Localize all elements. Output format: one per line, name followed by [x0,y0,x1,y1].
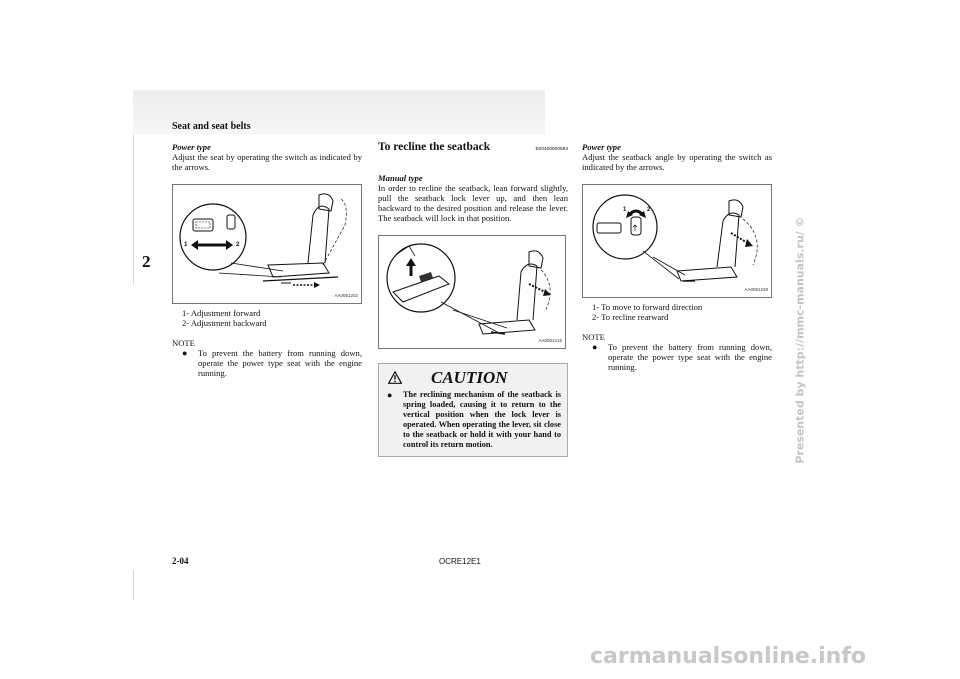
column-seat-power [172,142,362,378]
heading-text: To recline the seatback [378,141,491,153]
note-label: NOTE [582,332,605,342]
caution-header [379,364,567,390]
column-recline-manual [378,142,568,349]
caption-list [592,302,772,322]
bullet-icon: ● [182,348,188,358]
caution-item [379,390,567,450]
caution-text: The reclining mechanism of the seatback is spring loaded, causing it to return to the vertical position when the lock lever is operated. When operating the lever, sit close to the seatback or hold it with your hand to control its return motion. [403,390,561,449]
caption-item: 1- Adjustment forward [182,308,261,318]
note-label: NOTE [172,338,195,348]
caption-list [182,308,362,328]
page-number: 2-04 [172,556,189,566]
intro-text: In order to recline the seatback, lean forward slightly, pull the seatback lock lever up, and then lean backward to the desired position and release the lever. The seatback will lock in that position. [378,183,568,223]
figure-code: AA0051228 [744,287,768,292]
intro-text: Adjust the seatback angle by operating the switch as indicated by the arrows. [582,152,772,172]
subhead-power-type: Power type [172,142,211,152]
heading-code: E00400600593 [535,147,568,152]
figure-recline-switch [582,184,772,298]
caution-title: CAUTION [431,368,508,387]
bullet-icon: ● [592,342,598,352]
column-recline-power [582,142,772,372]
caption-item: 1- To move to forward direction [592,302,703,312]
recline-switch-illustration [583,185,771,297]
doc-code: OCRE12E1 [439,557,481,566]
figure-seat-slide [172,184,362,304]
side-rule [133,134,134,284]
intro-text: Adjust the seat by operating the switch as indicated by the arrows. [172,152,362,172]
subhead-manual-type: Manual type [378,173,423,183]
caution-box [378,363,568,457]
subhead-power-type: Power type [582,142,621,152]
corner-rule [133,570,134,600]
watermark-side [793,216,807,464]
warning-triangle-icon [388,371,402,384]
note-item [592,342,772,372]
watermark-bottom: carmanualsonline.info [590,644,866,669]
note-text: To prevent the battery from running down, operate the power type seat with the engine running. [198,348,362,378]
seat-slide-illustration [173,185,361,303]
caption-item: 2- Adjustment backward [182,318,267,328]
note-text: To prevent the battery from running down, operate the power type seat with the engine running. [608,342,772,372]
figure-code: AA0051202 [334,293,358,298]
watermark-side-text: Presented by http://mmc-manuals.ru/ © [793,216,807,464]
callout-2: 2 [236,242,240,248]
note-item [182,348,362,378]
callout-1: 1 [184,242,188,248]
caption-item: 2- To recline rearward [592,312,669,322]
section-title: Seat and seat belts [172,121,251,132]
heading-recline [378,142,568,155]
chapter-tab: 2 [142,252,151,271]
bullet-icon: ● [387,390,393,400]
callout-2: 2 [647,207,651,213]
figure-code: AA0051215 [538,338,562,343]
figure-recline-lever [378,235,566,349]
callout-1: 1 [623,207,627,213]
recline-lever-illustration [379,236,565,348]
